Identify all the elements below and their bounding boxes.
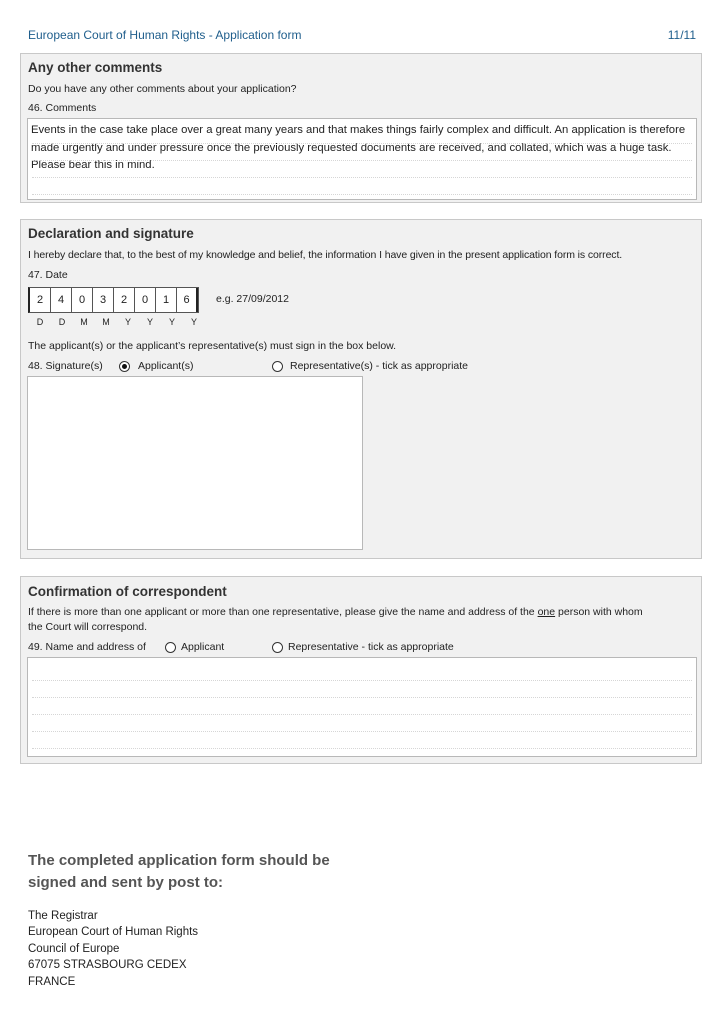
date-format-labels — [29, 317, 205, 327]
correspondent-representative-label: Representative - tick as appropriate — [288, 641, 454, 653]
instruction-emphasis: one — [537, 606, 556, 618]
sign-instruction: The applicant(s) or the applicant’s representative(s) must sign in the box below. — [28, 340, 397, 352]
comments-section — [20, 53, 702, 203]
ruled-line — [32, 143, 692, 144]
representative-radio[interactable] — [272, 361, 283, 372]
date-digit[interactable]: 2 — [114, 288, 135, 312]
date-digit[interactable]: 0 — [72, 288, 93, 312]
date-format-label: Y — [190, 317, 197, 327]
correspondent-instruction-line2: the Court will correspond. — [28, 621, 148, 633]
page-number: 11/11 — [667, 28, 696, 42]
date-digit[interactable]: 3 — [93, 288, 114, 312]
comments-text: Events in the case take place over a great many years and that makes things fairly complex and difficult. An application is therefore made urgently and under pressure once the previously requested documents are received, and collated, which was a huge task. Please bear this in mind. — [31, 124, 686, 171]
comments-field-label: 46. Comments — [28, 102, 97, 114]
address-line: FRANCE — [28, 975, 76, 988]
comments-section-title: Any other comments — [28, 60, 163, 75]
correspondent-representative-radio[interactable] — [272, 642, 283, 653]
document-title: European Court of Human Rights - Application form — [28, 28, 302, 42]
date-label: 47. Date — [28, 269, 68, 281]
correspondent-section — [20, 576, 702, 764]
mailing-heading-line: signed and sent by post to: — [28, 874, 224, 891]
instruction-text: person with whom — [555, 606, 643, 618]
mailing-heading-line: The completed application form should be — [28, 852, 330, 869]
signature-box[interactable] — [27, 376, 363, 550]
date-digit[interactable]: 6 — [177, 288, 198, 312]
address-line: 67075 STRASBOURG CEDEX — [28, 959, 187, 972]
date-example: e.g. 27/09/2012 — [216, 293, 289, 305]
ruled-line — [32, 194, 692, 195]
address-line: The Registrar — [28, 910, 98, 922]
name-address-label: 49. Name and address of — [28, 641, 146, 653]
ruled-line — [32, 714, 692, 715]
declaration-statement: I hereby declare that, to the best of my knowledge and belief, the information I have given in the present application form is correct. — [28, 249, 623, 261]
comments-textarea[interactable] — [27, 118, 697, 200]
correspondent-instruction — [28, 606, 643, 618]
ruled-line — [32, 177, 692, 178]
correspondent-applicant-label: Applicant — [181, 641, 225, 653]
ruled-line — [32, 731, 692, 732]
date-digit[interactable]: 2 — [30, 288, 51, 312]
signature-label: 48. Signature(s) — [28, 360, 103, 372]
mailing-address — [28, 908, 198, 990]
comments-question: Do you have any other comments about your application? — [28, 83, 297, 95]
date-format-label: Y — [168, 317, 175, 327]
date-format-label: D — [58, 317, 66, 327]
ruled-line — [32, 748, 692, 749]
address-line: Council of Europe — [28, 942, 120, 955]
date-input[interactable] — [28, 287, 199, 313]
correspondent-applicant-radio[interactable] — [165, 642, 176, 653]
declaration-section — [20, 219, 702, 559]
date-digit[interactable]: 4 — [51, 288, 72, 312]
mailing-heading — [28, 850, 330, 894]
date-format-label: Y — [146, 317, 153, 327]
correspondent-section-title: Confirmation of correspondent — [28, 584, 227, 599]
applicant-radio[interactable] — [119, 361, 130, 372]
name-address-textarea[interactable] — [27, 657, 697, 757]
date-digit[interactable]: 0 — [135, 288, 156, 312]
representative-option-label: Representative(s) - tick as appropriate — [290, 360, 468, 372]
address-line: European Court of Human Rights — [28, 926, 199, 939]
ruled-line — [32, 680, 692, 681]
date-format-label: M — [102, 317, 110, 327]
date-digit[interactable]: 1 — [156, 288, 177, 312]
declaration-section-title: Declaration and signature — [28, 226, 194, 241]
date-format-label: Y — [124, 317, 131, 327]
date-format-label: M — [80, 317, 88, 327]
date-format-label: D — [36, 317, 44, 327]
instruction-text: If there is more than one applicant or more than one representative, please give the name and address of the — [28, 606, 538, 618]
applicant-option-label: Applicant(s) — [138, 360, 194, 372]
ruled-line — [32, 697, 692, 698]
ruled-line — [32, 160, 692, 161]
